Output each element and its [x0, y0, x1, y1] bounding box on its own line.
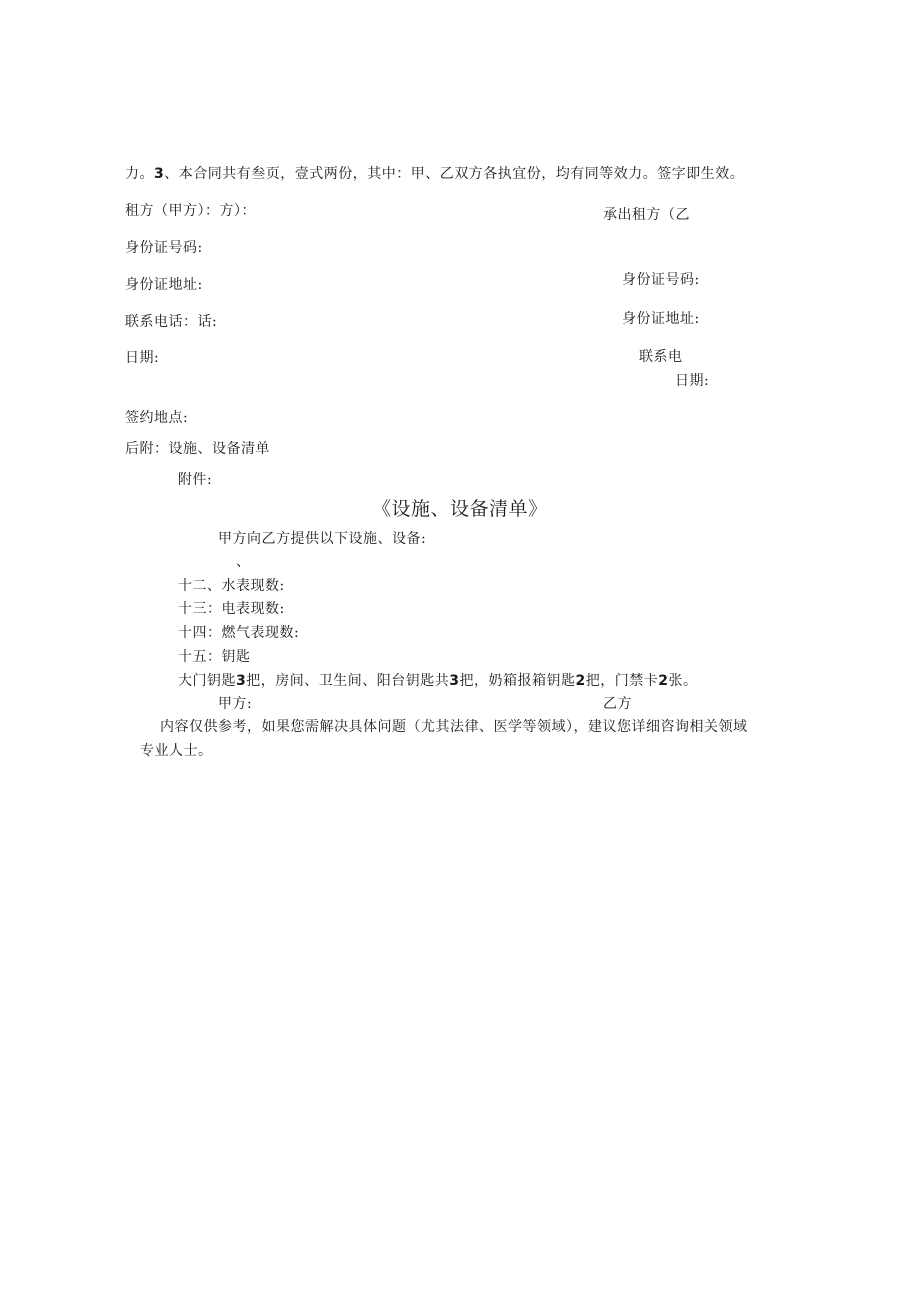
keys-detail: 大门钥匙3把，房间、卫生间、阳台钥匙共3把，奶箱报箱钥匙2把，门禁卡2张。	[178, 673, 698, 689]
list-intro: 甲方向乙方提供以下设施、设备:	[218, 531, 427, 547]
disclaimer-line-2: 专业人士。	[140, 743, 213, 759]
party-b-label: 承出租方（乙	[603, 207, 690, 223]
party-a-label: 租方（甲方）：方）：	[125, 203, 256, 219]
party-a-phone: 联系电话：话:	[125, 314, 218, 330]
signing-place: 签约地点:	[125, 410, 189, 426]
clause-3: 力。3、本合同共有叁页，壹式两份，其中：甲、乙双方各执宜份，均有同等效力。签字即生效。	[125, 166, 745, 182]
party-a-id-number: 身份证号码:	[125, 240, 203, 256]
item-gas-meter: 十四：燃气表现数:	[178, 625, 300, 641]
party-b-id-number: 身份证号码:	[622, 272, 700, 288]
party-a-id-address: 身份证地址:	[125, 277, 203, 293]
sign-party-b: 乙方	[603, 696, 632, 712]
disclaimer-line-1: 内容仅供参考，如果您需解决具体问题（尤其法律、医学等领域），建议您详细咨询相关领域	[160, 719, 748, 735]
party-b-phone: 联系电	[639, 349, 683, 365]
list-title: 《设施、设备清单》	[372, 498, 548, 520]
stray-mark: 、	[236, 554, 251, 570]
party-a-date: 日期:	[125, 350, 160, 366]
party-b-id-address: 身份证地址:	[622, 311, 700, 327]
item-water-meter: 十二、水表现数:	[178, 578, 285, 594]
appendix-note: 后附：设施、设备清单	[125, 441, 270, 457]
attachment-label: 附件:	[178, 472, 213, 488]
sign-party-a: 甲方:	[218, 696, 253, 712]
item-electric-meter: 十三：电表现数:	[178, 601, 285, 617]
item-keys: 十五：钥匙	[178, 649, 251, 665]
party-b-date: 日期:	[675, 373, 710, 389]
